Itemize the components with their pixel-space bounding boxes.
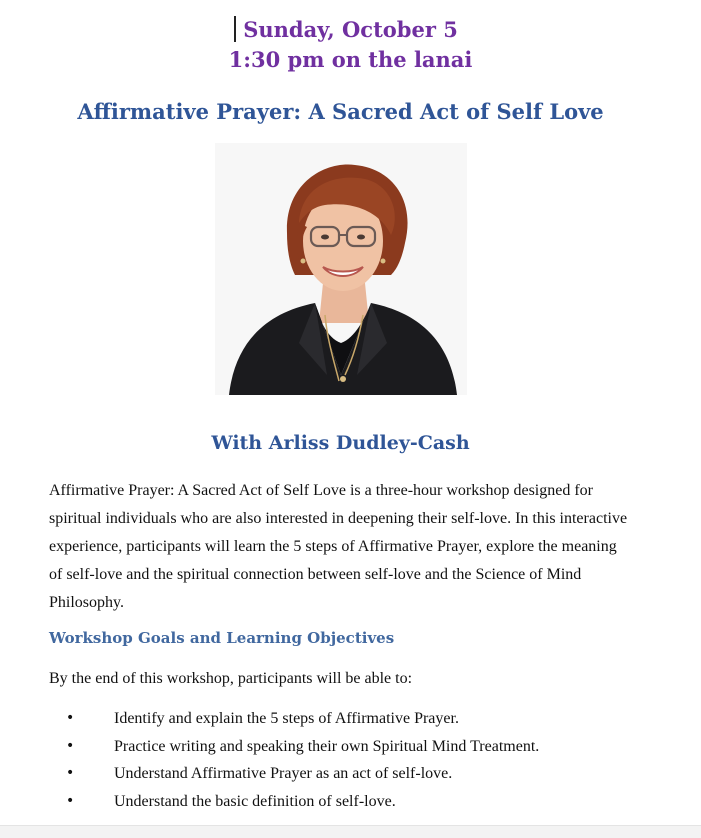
bullet-icon: • [66,710,75,726]
presenter-name: With Arliss Dudley-Cash [211,432,470,454]
objectives-list [0,705,701,815]
event-time-location: 1:30 pm on the lanai [228,47,473,72]
objectives-intro: By the end of this workshop, participants will be able to: [49,670,413,687]
workshop-description: Affirmative Prayer: A Sacred Act of Self Love is a three-hour workshop designed for spiritual individuals who are also interested in deepening their self-love. In this interactive experience, participants will learn the 5 steps of Affirmative Prayer, explore the meaning of self-love and the spiritual connection between self-love and the Science of Mind Philosophy. [49,482,628,611]
objective-item [0,788,701,816]
presenter-photo [215,143,467,395]
bullet-icon: • [66,737,75,754]
objective-text: Understand the basic definition of self-love. [114,792,396,810]
objective-item [0,705,701,733]
objective-item [0,733,701,761]
workshop-title: Affirmative Prayer: A Sacred Act of Self Love [77,99,604,124]
bullet-icon: • [66,792,75,809]
page-bottom-edge [0,825,701,838]
objective-text: Understand Affirmative Prayer as an act of self-love. [114,765,453,782]
bullet-icon: • [66,765,75,781]
event-date: Sunday, October 5 [243,17,458,42]
objective-item [0,760,701,788]
objective-text: Identify and explain the 5 steps of Affirmative Prayer. [114,710,459,727]
section-heading: Workshop Goals and Learning Objectives [49,629,395,647]
objective-text: Practice writing and speaking their own Spiritual Mind Treatment. [114,737,540,755]
